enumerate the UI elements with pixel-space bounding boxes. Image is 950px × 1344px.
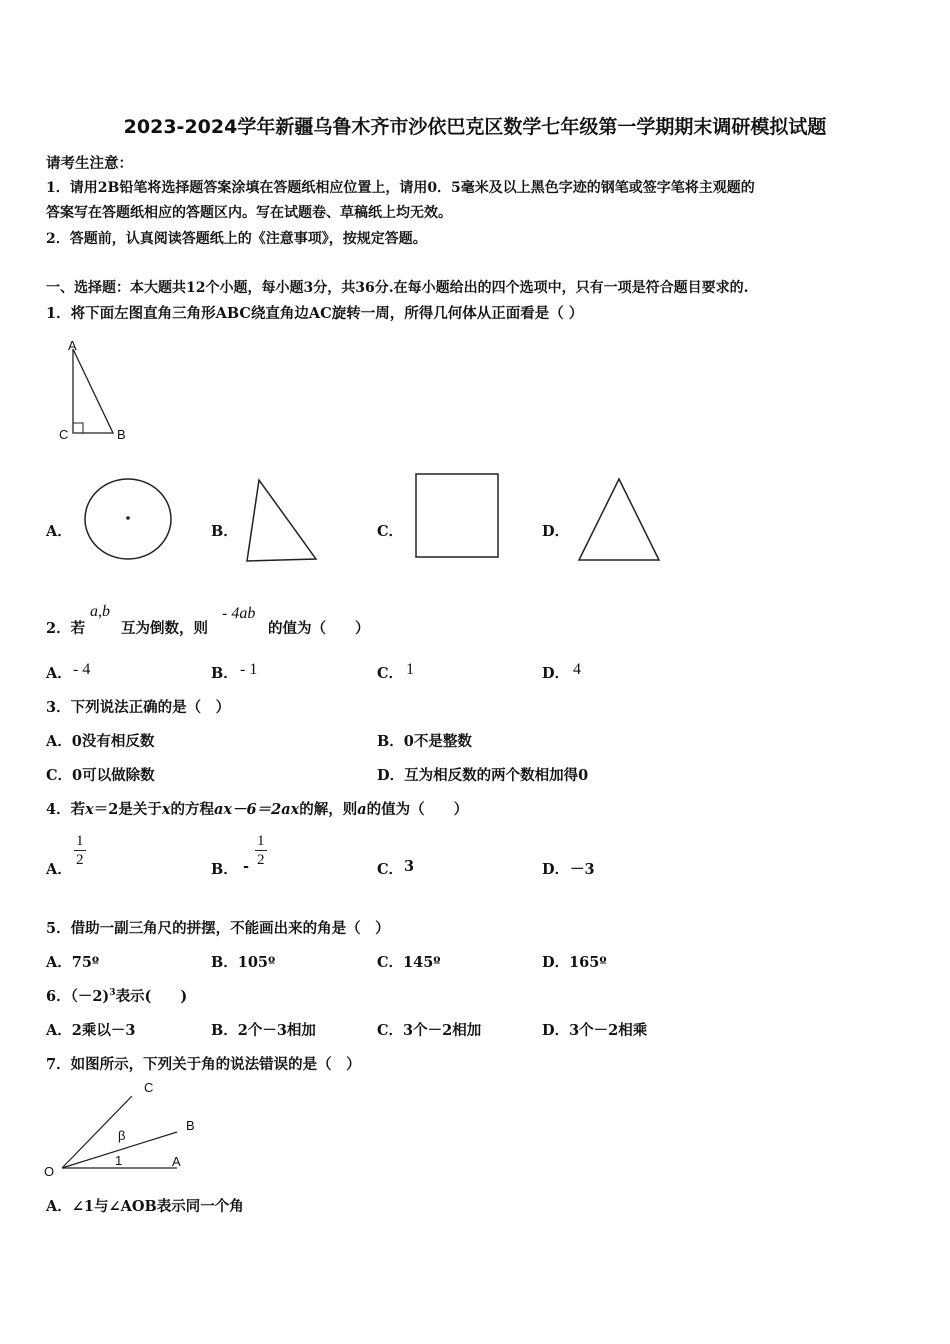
q7-label-beta: β	[118, 1128, 126, 1143]
q4-var-x2: x	[161, 801, 171, 818]
q2-expression: - 4ab	[222, 605, 256, 622]
q4-option-d-label: D．	[542, 861, 570, 878]
q7-label-o: O	[44, 1164, 55, 1179]
q2-option-c-value: 1	[406, 661, 414, 678]
q3-option-c: C．0可以做除数	[46, 767, 155, 784]
q1-option-d-triangle	[576, 476, 662, 564]
q2-option-c-label: C．	[377, 665, 404, 682]
fraction-denominator: 2	[76, 852, 84, 868]
q3-option-b: B．0不是整数	[377, 733, 472, 750]
q1-option-d-label: D．	[542, 523, 570, 540]
q4-equation: ax－6＝2ax	[214, 801, 300, 818]
q2-option-a-value: - 4	[73, 661, 91, 678]
q1-option-a-circle	[83, 478, 175, 562]
q4-stem-d: 的值为（ ）	[366, 801, 469, 818]
q4-option-d-value: －3	[570, 861, 595, 878]
q6-exponent: 3	[109, 988, 116, 999]
q1-label-c: C	[59, 427, 69, 442]
q6-option-b: B．2个－3相加	[211, 1022, 316, 1039]
q1-option-b-triangle	[244, 477, 320, 565]
q5-option-b: B．105º	[211, 954, 276, 971]
q2-option-d-label: D．	[542, 665, 570, 682]
q5-option-a: A．75º	[46, 954, 100, 971]
q4-option-a-fraction	[74, 832, 86, 869]
q1-option-c-label: C．	[377, 523, 404, 540]
q2-option-d-value: 4	[573, 661, 581, 678]
q7-label-a: A	[172, 1154, 181, 1169]
q4-option-a-label: A．	[46, 861, 72, 878]
q2-option-a-label: A．	[46, 665, 72, 682]
q7-option-a: A．∠1与∠AOB表示同一个角	[46, 1198, 244, 1215]
q2-ab: a,b	[90, 603, 110, 620]
q5-option-c: C．145º	[377, 954, 441, 971]
q4-eq: ＝2是关于	[93, 801, 162, 818]
q7-label-c: C	[144, 1080, 154, 1095]
fraction-denominator: 2	[257, 852, 265, 868]
notice-line-1b: 答案写在答题纸相应的答题区内。写在试题卷、草稿纸上均无效。	[46, 205, 452, 221]
q4-stem	[46, 798, 468, 819]
notice-heading: 请考生注意：	[46, 155, 133, 172]
q2-stem-a: 2．若	[46, 620, 86, 637]
q1-label-b: B	[117, 427, 126, 442]
q1-label-a: A	[68, 338, 77, 353]
q1-option-b-label: B．	[211, 523, 238, 540]
q6-option-d: D．3个－2相乘	[542, 1022, 648, 1039]
right-angle-mark	[73, 423, 83, 433]
q3-stem: 3．下列说法正确的是（ ）	[46, 699, 231, 716]
fraction-numerator: 1	[76, 833, 84, 849]
q1-stem: 1．将下面左图直角三角形ABC绕直角边AC旋转一周，所得几何体从正面看是（ ）	[46, 305, 584, 322]
q4-option-c-value: 3	[404, 858, 415, 875]
q6-stem-b: 表示( )	[115, 988, 188, 1005]
q3-option-a: A．0没有相反数	[46, 733, 155, 750]
q3-option-d: D．互为相反数的两个数相加得0	[377, 767, 589, 784]
q4-var-a: a	[357, 801, 367, 818]
q6-option-c: C．3个－2相加	[377, 1022, 482, 1039]
circle-center-dot	[126, 516, 130, 520]
notice-line-2: 2．答题前，认真阅读答题纸上的《注意事项》，按规定答题。	[46, 231, 427, 247]
q4-stem-b: 的方程	[170, 801, 214, 818]
q4-stem-c: 的解，则	[299, 801, 358, 818]
section-heading: 一、选择题：本大题共12个小题，每小题3分，共36分.在每小题给出的四个选项中，只有一项是符合题目要求的.	[46, 280, 749, 296]
q1-option-c-square	[414, 472, 500, 560]
q5-stem: 5．借助一副三角尺的拼摆，不能画出来的角是（ ）	[46, 920, 390, 937]
q7-stem: 7．如图所示，下列关于角的说法错误的是（ ）	[46, 1056, 361, 1073]
triangle-abc-shape	[73, 349, 113, 433]
q6-stem-a: 6．（－2)	[46, 988, 110, 1005]
q4-option-c-label: C．	[377, 861, 404, 878]
q4-option-b-label: B．	[211, 861, 238, 878]
q4-var-x: x	[85, 801, 94, 818]
q2-option-b-label: B．	[211, 665, 238, 682]
q5-option-d: D．165º	[542, 954, 607, 971]
q2-stem-c: 的值为（ ）	[268, 620, 370, 637]
q6-option-a: A．2乘以－3	[46, 1022, 136, 1039]
q7-label-one: 1	[115, 1153, 123, 1168]
notice-line-1: 1．请用2B铅笔将选择题答案涂填在答题纸相应位置上，请用0．5毫米及以上黑色字迹的钢笔或签字笔将主观题的	[46, 180, 755, 196]
q4-option-b-neg: -	[243, 858, 250, 875]
q6-stem	[46, 985, 187, 1006]
q2-option-b-value: - 1	[240, 661, 258, 678]
q1-option-a-label: A．	[46, 523, 72, 540]
page-title: 2023-2024学年新疆乌鲁木齐市沙依巴克区数学七年级第一学期期末调研模拟试题	[123, 116, 827, 138]
q4-stem-a: 4．若	[46, 801, 86, 818]
q2-stem-b: 互为倒数，则	[121, 620, 208, 637]
q7-label-b: B	[186, 1118, 195, 1133]
fraction-numerator: 1	[257, 833, 265, 849]
q4-option-b-fraction	[255, 832, 267, 869]
